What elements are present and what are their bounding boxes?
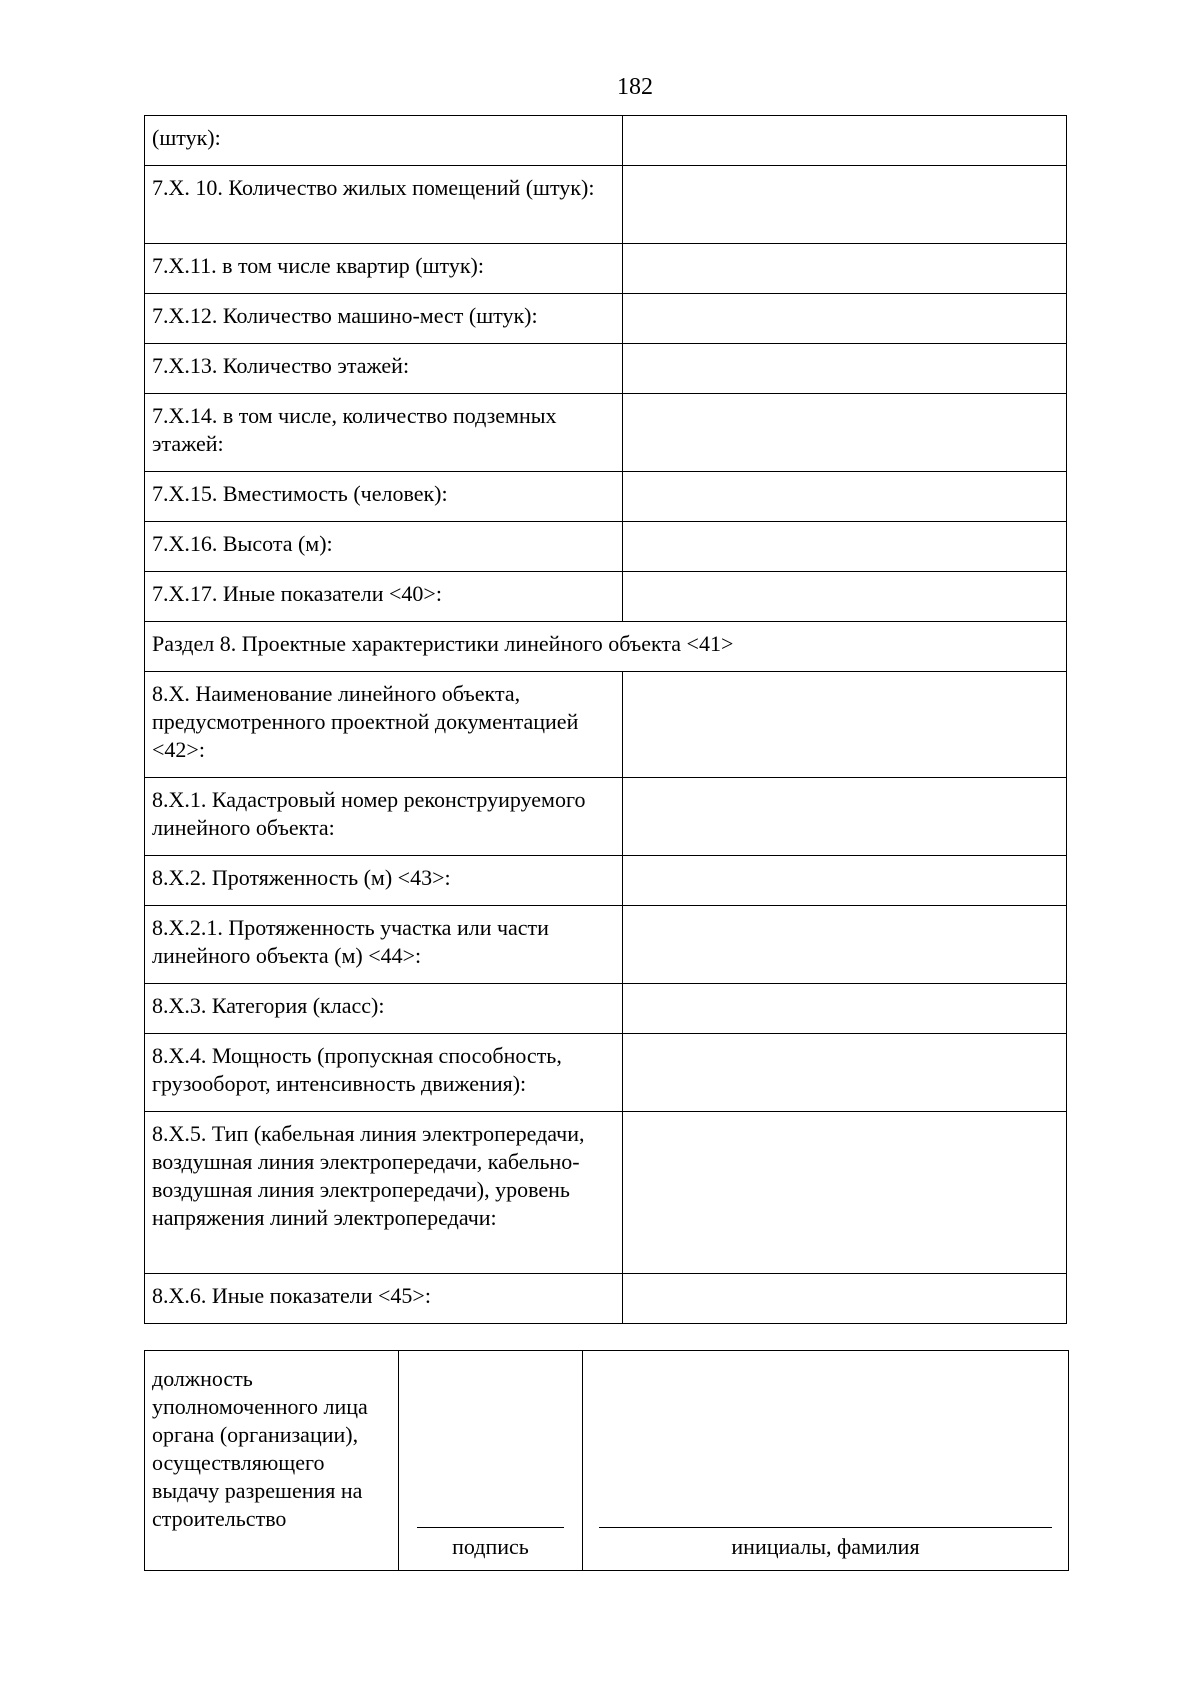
row-label: 7.X.11. в том числе квартир (штук): [145,244,623,294]
table-row [145,1274,1067,1324]
row-label: 8.X.2. Протяженность (м) <43>: [145,856,623,906]
official-position-label: должность уполномоченного лица органа (организации), осуществляющего выдачу разрешения на строительство [145,1351,399,1571]
section-header-row [145,622,1067,672]
row-value-field[interactable] [623,672,1067,778]
signature-caption: подпись [452,1534,529,1559]
row-value-field[interactable] [623,166,1067,244]
row-value-field[interactable] [623,906,1067,984]
table-row [145,344,1067,394]
row-label: 7.X.16. Высота (м): [145,522,623,572]
table-row [145,906,1067,984]
row-value-field[interactable] [623,1034,1067,1112]
row-value-field[interactable] [623,984,1067,1034]
characteristics-table [144,115,1067,1324]
row-value-field[interactable] [623,1112,1067,1274]
table-row [145,856,1067,906]
row-label: 7.X.13. Количество этажей: [145,344,623,394]
row-label: 7.X.14. в том числе, количество подземных этажей: [145,394,623,472]
signature-row [145,1351,1069,1571]
name-caption: инициалы, фамилия [731,1534,920,1559]
table-row [145,394,1067,472]
row-value-field[interactable] [623,394,1067,472]
row-label: 8.X.4. Мощность (пропускная способность, грузооборот, интенсивность движения): [145,1034,623,1112]
name-cell[interactable] [583,1351,1069,1571]
table-row [145,472,1067,522]
row-label: 8.X.2.1. Протяженность участка или части линейного объекта (м) <44>: [145,906,623,984]
table-row [145,1112,1067,1274]
table-row [145,166,1067,244]
row-value-field[interactable] [623,1274,1067,1324]
row-value-field[interactable] [623,294,1067,344]
row-value-field[interactable] [623,344,1067,394]
row-label: (штук): [145,116,623,166]
name-line [599,1527,1052,1528]
row-value-field[interactable] [623,778,1067,856]
signature-line [417,1527,564,1528]
section-8-heading: Раздел 8. Проектные характеристики линейного объекта <41> [145,622,1067,672]
row-label: 7.X.17. Иные показатели <40>: [145,572,623,622]
table-row [145,672,1067,778]
row-label: 8.X.5. Тип (кабельная линия электропередачи, воздушная линия электропередачи, кабельно-воздушная линия электропередачи), уровень напряжения линий электропередачи: [145,1112,623,1274]
row-value-field[interactable] [623,572,1067,622]
row-label: 8.X.3. Категория (класс): [145,984,623,1034]
row-value-field[interactable] [623,472,1067,522]
table-row [145,294,1067,344]
row-label: 8.X.1. Кадастровый номер реконструируемого линейного объекта: [145,778,623,856]
table-row [145,572,1067,622]
signature-table [144,1350,1069,1571]
table-row [145,522,1067,572]
table-row [145,244,1067,294]
row-value-field[interactable] [623,116,1067,166]
row-label: 8.X. Наименование линейного объекта, предусмотренного проектной документацией <42>: [145,672,623,778]
table-row [145,778,1067,856]
table-row [145,984,1067,1034]
row-value-field[interactable] [623,522,1067,572]
row-label: 8.X.6. Иные показатели <45>: [145,1274,623,1324]
table-row [145,1034,1067,1112]
row-label: 7.X. 10. Количество жилых помещений (штук): [145,166,623,244]
row-label: 7.X.15. Вместимость (человек): [145,472,623,522]
page-number: 182 [617,74,653,100]
table-row [145,116,1067,166]
row-value-field[interactable] [623,244,1067,294]
row-value-field[interactable] [623,856,1067,906]
signature-cell[interactable] [399,1351,583,1571]
row-label: 7.X.12. Количество машино-мест (штук): [145,294,623,344]
